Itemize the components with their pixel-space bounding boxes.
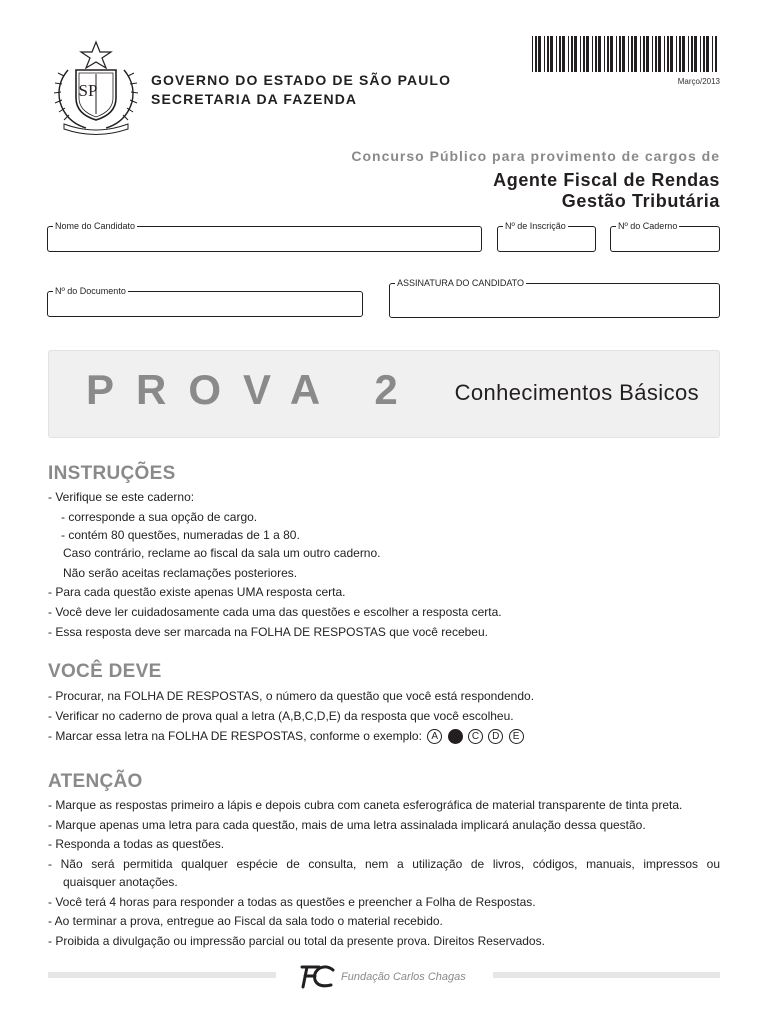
instruction-line: Não serão aceitas reclamações posteriores. — [63, 566, 298, 580]
barcode-bar — [640, 36, 641, 72]
barcode-bar — [556, 36, 557, 72]
instruction-line: Caso contrário, reclame ao fiscal da sala um outro caderno. — [63, 546, 381, 560]
candidate-signature-label: ASSINATURA DO CANDIDATO — [397, 278, 525, 288]
exam-title: PROVA 2 — [86, 366, 420, 413]
barcode-bar — [679, 36, 681, 72]
example-bubble-b-filled: B — [448, 729, 463, 744]
booklet-number-field[interactable] — [610, 221, 720, 252]
attention-line: - Você terá 4 horas para responder a todas as questões e preencher a Folha de Respostas. — [48, 895, 536, 909]
barcode-bar — [559, 36, 561, 72]
footer-rule-right — [493, 972, 720, 978]
barcode-bar — [676, 36, 677, 72]
attention-line: - Proibida a divulgação ou impressão parcial ou total da presente prova. Direitos Reservados. — [48, 934, 545, 948]
candidate-signature-field[interactable] — [389, 278, 720, 318]
attention-line: - Ao terminar a prova, entregue ao Fiscal da sala todo o material recebido. — [48, 914, 443, 928]
barcode-bar — [616, 36, 617, 72]
barcode-bar — [667, 36, 669, 72]
barcode-bar — [598, 36, 601, 72]
barcode-bar — [700, 36, 701, 72]
barcode-bar — [703, 36, 705, 72]
barcode-bar — [664, 36, 665, 72]
position-title: Agente Fiscal de Rendas — [493, 170, 720, 190]
you-must-line: - Verificar no caderno de prova qual a letra (A,B,C,D,E) da resposta que você escolheu. — [48, 709, 514, 723]
example-bubble-d: D — [488, 729, 503, 744]
attention-line: quaisquer anotações. — [63, 875, 178, 889]
barcode-bar — [562, 36, 565, 72]
barcode-bar — [643, 36, 645, 72]
instruction-line: - Você deve ler cuidadosamente cada uma das questões e escolher a resposta certa. — [48, 605, 502, 619]
barcode-bar — [706, 36, 709, 72]
barcode-bar — [550, 36, 553, 72]
example-bubble-c: C — [468, 729, 483, 744]
sao-paulo-coat-of-arms-logo — [50, 40, 142, 136]
document-number-field[interactable] — [47, 286, 363, 317]
barcode — [532, 36, 720, 72]
attention-line: - Marque apenas uma letra para cada questão, mais de uma letra assinalada implicará anulação dessa questão. — [48, 818, 646, 832]
attention-line: - Não será permitida qualquer espécie de consulta, nem a utilização de livros, códigos, manuais, impressos ou — [48, 857, 720, 871]
barcode-bar — [538, 36, 541, 72]
barcode-bar — [712, 36, 713, 72]
barcode-bar — [604, 36, 605, 72]
barcode-bar — [532, 36, 533, 72]
institution-name: Fundação Carlos Chagas — [341, 971, 466, 983]
barcode-bar — [682, 36, 685, 72]
example-instruction-text: - Marcar essa letra na FOLHA DE RESPOSTAS, conforme o exemplo: — [48, 729, 422, 743]
example-bubble-a: A — [427, 729, 442, 744]
instruction-line: - corresponde a sua opção de cargo. — [61, 510, 258, 524]
secretariat-name: SECRETARIA DA FAZENDA — [151, 91, 358, 107]
barcode-bar — [655, 36, 657, 72]
example-bubble-e: E — [509, 729, 524, 744]
attention-line: - Marque as respostas primeiro a lápis e depois cubra com caneta esferográfica de material transparente de tinta preta. — [48, 798, 683, 812]
instruction-line: - Verifique se este caderno: — [48, 490, 195, 504]
instructions-heading: INSTRUÇÕES — [48, 463, 176, 484]
barcode-bar — [583, 36, 585, 72]
barcode-bar — [610, 36, 613, 72]
barcode-bar — [688, 36, 689, 72]
barcode-bar — [631, 36, 633, 72]
barcode-bar — [607, 36, 609, 72]
attention-line: - Responda a todas as questões. — [48, 837, 225, 851]
candidate-name-label: Nome do Candidato — [55, 221, 136, 231]
candidate-name-field[interactable] — [47, 221, 482, 252]
barcode-bar — [658, 36, 661, 72]
exam-date: Março/2013 — [677, 77, 720, 86]
barcode-bar — [634, 36, 637, 72]
position-area: Gestão Tributária — [561, 191, 720, 211]
barcode-bar — [580, 36, 581, 72]
registration-number-field[interactable] — [497, 221, 596, 252]
you-must-heading: VOCÊ DEVE — [48, 661, 162, 682]
barcode-bar — [628, 36, 629, 72]
fcc-logo — [299, 962, 335, 990]
barcode-bar — [544, 36, 545, 72]
barcode-bar — [652, 36, 653, 72]
answer-example — [425, 729, 523, 743]
government-name: GOVERNO DO ESTADO DE SÃO PAULO — [151, 72, 452, 88]
booklet-number-label: Nº do Caderno — [618, 221, 678, 231]
instruction-line: - Para cada questão existe apenas UMA resposta certa. — [48, 585, 346, 599]
barcode-bar — [568, 36, 569, 72]
crest-letter-s: SP — [78, 81, 98, 100]
barcode-bar — [694, 36, 697, 72]
barcode-bar — [574, 36, 577, 72]
exam-subtitle: Conhecimentos Básicos — [454, 380, 699, 405]
barcode-bar — [715, 36, 717, 72]
you-must-line: - Procurar, na FOLHA DE RESPOSTAS, o número da questão que você está respondendo. — [48, 689, 535, 703]
barcode-bar — [691, 36, 693, 72]
instruction-line: - Essa resposta deve ser marcada na FOLHA DE RESPOSTAS que você recebeu. — [48, 625, 488, 639]
attention-heading: ATENÇÃO — [48, 771, 143, 792]
registration-number-label: Nº de Inscrição — [505, 221, 566, 231]
barcode-bar — [619, 36, 621, 72]
footer-rule-left — [48, 972, 276, 978]
barcode-bar — [592, 36, 593, 72]
contest-description: Concurso Público para provimento de cargos de — [351, 148, 720, 164]
barcode-bar — [586, 36, 589, 72]
barcode-bar — [547, 36, 549, 72]
barcode-bar — [571, 36, 573, 72]
barcode-bar — [595, 36, 597, 72]
you-must-line — [48, 729, 524, 744]
instruction-line: - contém 80 questões, numeradas de 1 a 80. — [61, 528, 300, 542]
barcode-bar — [646, 36, 649, 72]
barcode-bar — [670, 36, 673, 72]
document-number-label: Nº do Documento — [55, 286, 126, 296]
barcode-bar — [535, 36, 537, 72]
barcode-bar — [622, 36, 625, 72]
